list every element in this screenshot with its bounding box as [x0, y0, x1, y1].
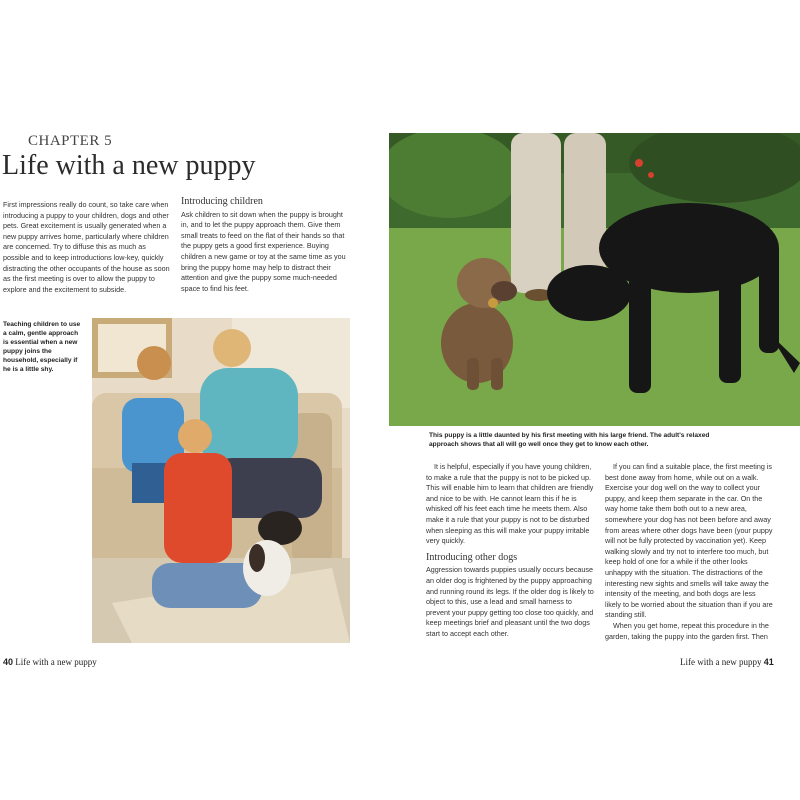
intro-paragraph: First impressions really do count, so take care when introducing a puppy to your children, dogs and other pets. Great excitement is usually generated when a new puppy arrives home, particularly where children are concerned. Try to diffuse this as much as possible and to keep introductions low-key, quickly distracting the other occupants of the house as soon as the first meeting is over to allow the puppy to explore and the excitement to subside. — [3, 200, 170, 294]
garden-paragraph: When you get home, repeat this procedure in the garden, taking the puppy into the garden first. Then — [605, 620, 769, 641]
right-page-number: 41 — [763, 657, 774, 667]
section-heading-other-dogs: Introducing other dogs — [426, 551, 518, 563]
chapter-label: CHAPTER 5 — [28, 133, 113, 149]
children-photo-caption: Teaching children to use a calm, gentle approach is essential when a new puppy joins the household, especially if he is a little shy. — [3, 321, 81, 373]
right-column-1 — [426, 462, 596, 640]
right-folio — [680, 657, 774, 667]
intro-column — [3, 200, 173, 295]
right-running-head: Life with a new puppy — [680, 657, 762, 667]
picking-up-paragraph: It is helpful, especially if you have young children, to make a rule that the puppy is not to be picked up. This will enable him to learn that children are friendly and nice to be with. He cannot learn this if he is whisked off his feet each time he meets them. Also make it a rule that your puppy is not to be disturbed when sleeping as this will make your puppy irritable very quickly. — [426, 462, 594, 546]
children-puppy-photo — [92, 318, 350, 643]
children-column — [181, 197, 347, 294]
dogs-photo-caption: This puppy is a little daunted by his first meeting with his large friend. The adult's relaxed approach shows that all will go well once they get to know each other. — [429, 432, 710, 448]
section-heading-children: Introducing children — [181, 196, 263, 207]
left-folio — [3, 657, 97, 667]
left-running-head: Life with a new puppy — [15, 657, 97, 667]
children-paragraph: Ask children to sit down when the puppy is brought in, and to let the puppy approach them. Give them small treats to feed on the flat of their hands so that the puppy gets a good first experience. Buying children a new game or toy at the same time as you bring the puppy home may help to distract their attention and give the puppy some much-needed space to find his feet. — [181, 209, 346, 293]
other-dogs-paragraph: Aggression towards puppies usually occurs because an older dog is frightened by the puppy approaching and running round its legs. If the older dog is likely to object to this, use a lead and small harness to prevent your puppy getting too close too quickly, and keep meetings brief and pleasant until the two dogs start to accept each other. — [426, 565, 594, 638]
right-column-2 — [605, 462, 773, 642]
first-meeting-paragraph: If you can find a suitable place, the first meeting is best done away from home, while out on a walk. Exercise your dog well on the way to collect your puppy, and keep them separate in the car. On the way home take them both out to a new area, somewhere your dog has not been before and away from areas where other dogs have been (your puppy will not be fully protected by vaccination yet). Keep walking slowly and try not to interfere too much, but keep hold of one for a while if the other looks unhappy with the situation. The distractions of the interesting new sights and smells will take away the intensity of the meeting, and both dogs are less likely to be worried about the situation than if you are standing still. — [605, 462, 773, 620]
dogs-meeting-photo — [389, 133, 800, 426]
left-page-number: 40 — [3, 657, 14, 667]
chapter-title: Life with a new puppy — [2, 150, 256, 181]
